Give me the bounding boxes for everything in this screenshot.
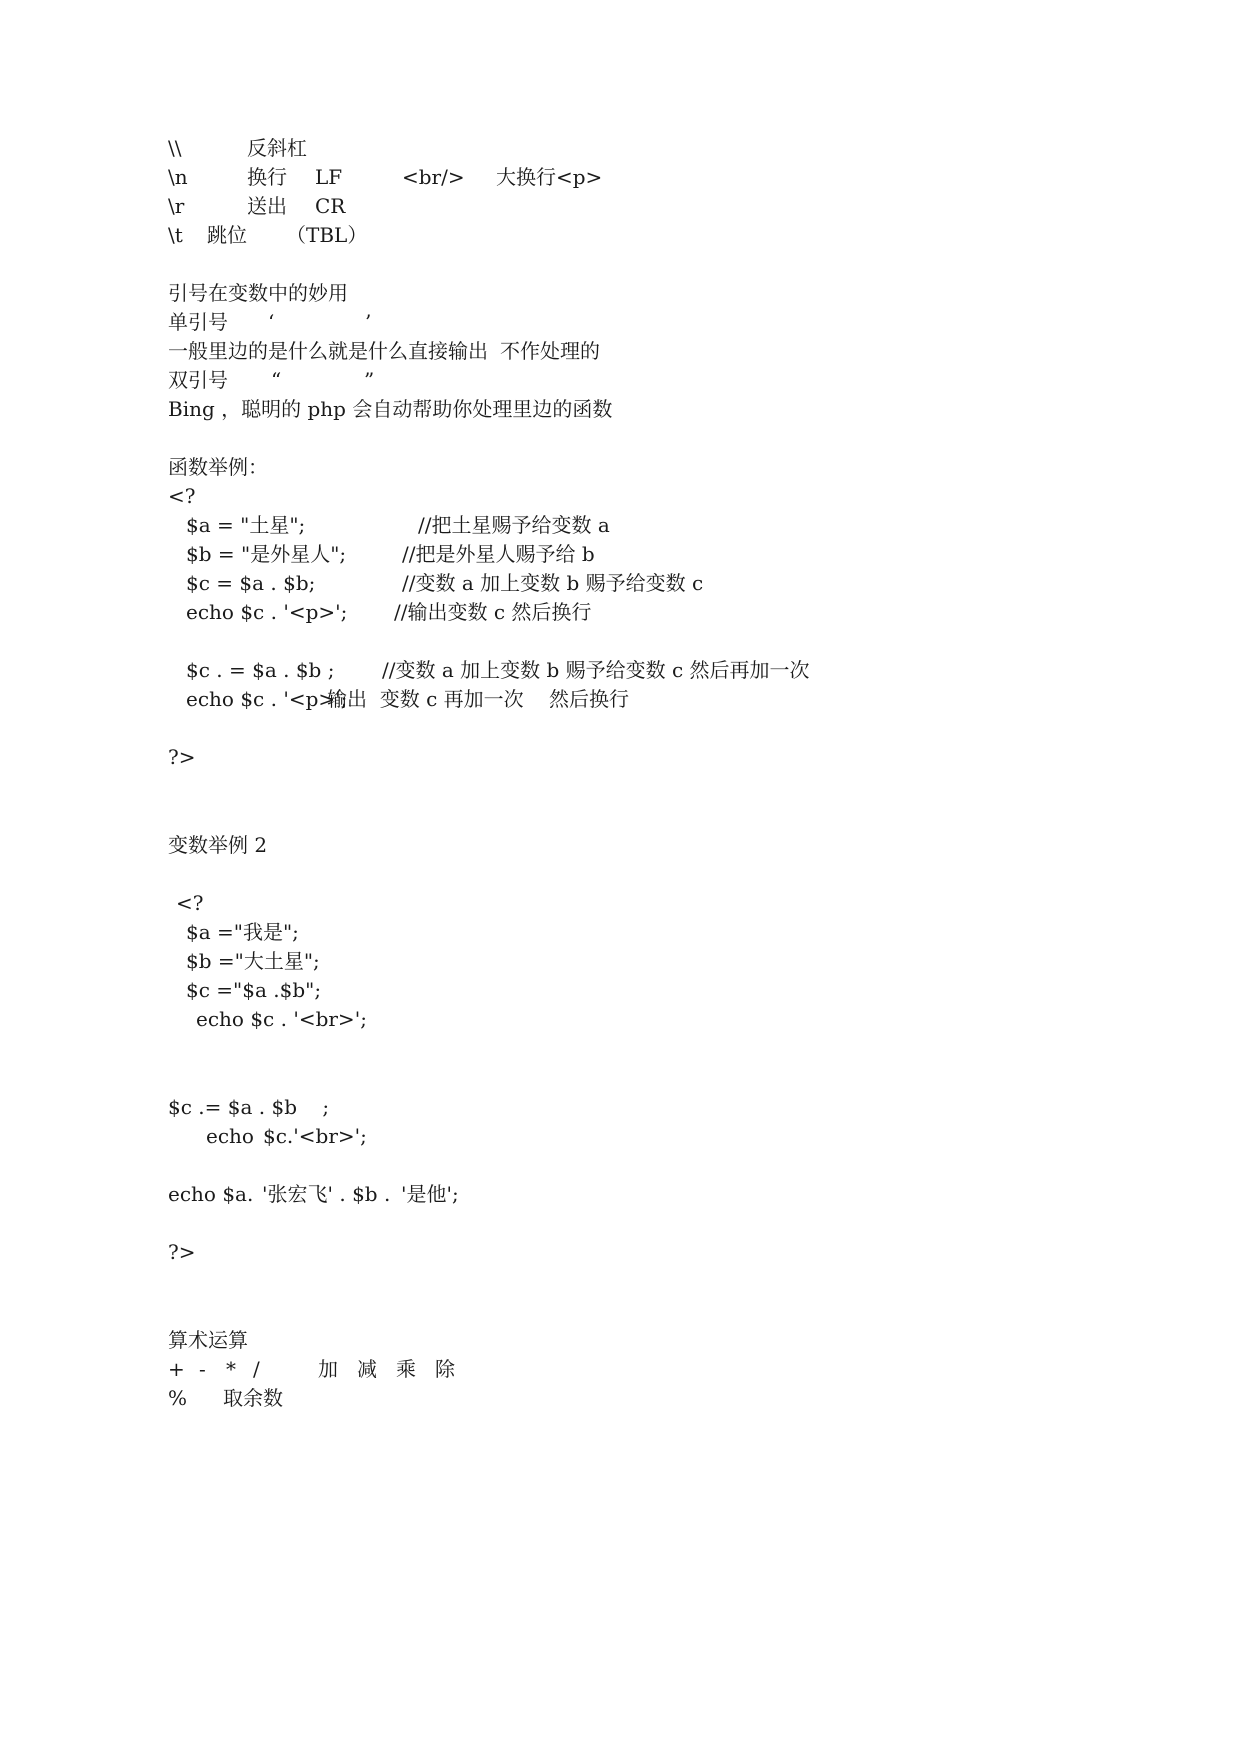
code-comment: 输出 变数 c 再加一次 然后换行 <box>327 687 630 711</box>
example2-heading <box>0 829 1241 862</box>
code-line <box>0 1120 1241 1153</box>
code-text: echo $c . '<p>'; <box>186 687 348 711</box>
operator-name: 减 <box>357 1357 377 1381</box>
code-text: $b ="大土星"; <box>186 949 320 973</box>
desc-text: Bing ，聪明的 php 会自动帮助你处理里边的函数 <box>168 397 613 421</box>
double-quote-label: 双引号 <box>168 368 228 392</box>
code-text: $c = $a . $b; <box>186 571 316 595</box>
code-text: $a = "土星"; <box>186 513 306 537</box>
operator-name: 除 <box>435 1357 455 1381</box>
code-line <box>0 683 1241 716</box>
php-close-tag: ?> <box>168 1240 196 1264</box>
arithmetic-mod-row <box>0 1382 1241 1415</box>
escape-abbr: LF <box>315 165 343 189</box>
operator-name: 加 <box>318 1357 338 1381</box>
code-line <box>0 596 1241 629</box>
php-open-tag: <? <box>176 891 204 915</box>
code-comment: //变数 a 加上变数 b 赐予给变数 c 然后再加一次 <box>382 658 810 682</box>
code-text: $c . = $a . $b ; <box>186 658 335 682</box>
operator-divide: / <box>253 1357 260 1381</box>
code-text: $c .= $a . $b ; <box>168 1095 330 1119</box>
operator-name: 取余数 <box>223 1386 283 1410</box>
code-text: $c.'<br>'; <box>263 1124 367 1148</box>
operator-modulo: % <box>168 1386 188 1410</box>
escape-abbr: （TBL） <box>286 223 368 247</box>
escape-abbr: CR <box>315 194 346 218</box>
escape-row-tab <box>0 219 1241 252</box>
single-quote-close: ’ <box>365 310 372 334</box>
code-line <box>0 1178 1241 1211</box>
section-title: 算术运算 <box>168 1328 248 1352</box>
code-text: echo <box>206 1124 254 1148</box>
operator-name: 乘 <box>396 1357 416 1381</box>
escape-code: \t <box>168 223 183 247</box>
code-text: $a ="我是"; <box>186 920 299 944</box>
code-comment: //把土星赐予给变数 a <box>418 513 610 537</box>
double-quote-desc <box>0 393 1241 426</box>
escape-desc: 反斜杠 <box>247 136 307 160</box>
double-quote-open: “ <box>271 368 282 392</box>
operator-plus: + <box>168 1357 185 1381</box>
code-line <box>0 1003 1241 1036</box>
escape-desc: 送出 <box>247 194 287 218</box>
example2-close-tag <box>0 1236 1241 1269</box>
code-comment: //变数 a 加上变数 b 赐予给变数 c <box>402 571 704 595</box>
escape-note: 大换行<p> <box>496 165 603 189</box>
operator-minus: - <box>199 1357 206 1381</box>
code-comment: //把是外星人赐予给 b <box>402 542 595 566</box>
code-text: $c ="$a .$b"; <box>186 978 322 1002</box>
escape-desc: 换行 <box>247 165 287 189</box>
escape-code: \\ <box>168 136 182 160</box>
code-text: echo $a. <box>168 1182 254 1206</box>
section-title: 函数举例： <box>168 455 268 479</box>
double-quote-close: ” <box>364 368 375 392</box>
code-text: '是他'; <box>401 1182 459 1206</box>
code-text: '张宏飞' . $b . <box>262 1182 391 1206</box>
code-text: echo $c . '<p>'; <box>186 600 348 624</box>
operator-multiply: * <box>226 1357 236 1381</box>
escape-code: \r <box>168 194 185 218</box>
escape-code: \n <box>168 165 188 189</box>
section-title: 引号在变数中的妙用 <box>168 281 348 305</box>
desc-text: 不作处理的 <box>500 339 600 363</box>
desc-text: 一般里边的是什么就是什么直接输出 <box>168 339 488 363</box>
escape-tag: <br/> <box>402 165 465 189</box>
php-close-tag: ?> <box>168 745 196 769</box>
code-text: echo $c . '<br>'; <box>196 1007 367 1031</box>
single-quote-label: 单引号 <box>168 310 228 334</box>
escape-desc: 跳位 <box>207 223 247 247</box>
example1-close-tag <box>0 741 1241 774</box>
php-open-tag: <? <box>168 484 196 508</box>
section-title: 变数举例 2 <box>168 833 268 857</box>
code-text: $b = "是外星人"; <box>186 542 347 566</box>
code-comment: //输出变数 c 然后换行 <box>394 600 592 624</box>
single-quote-open: ‘ <box>268 310 275 334</box>
